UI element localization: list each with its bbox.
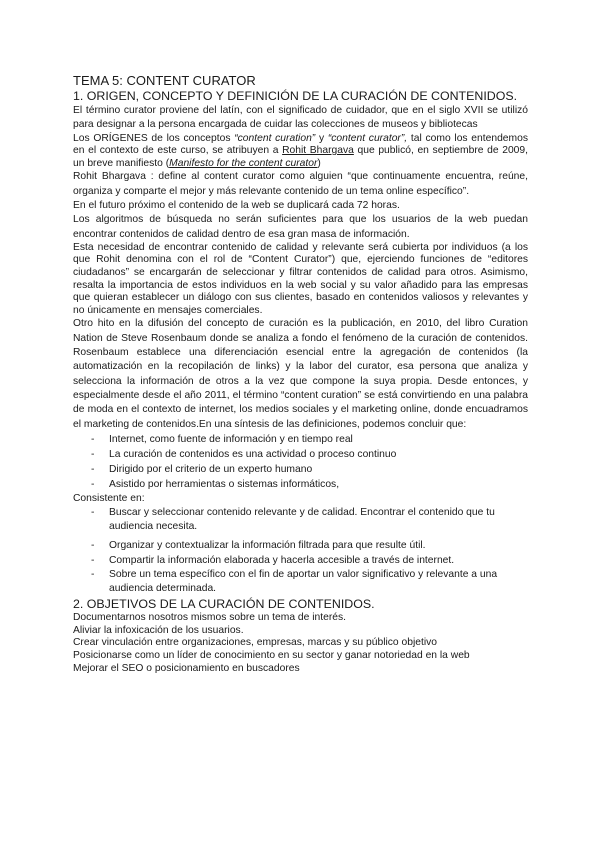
list-item: - Sobre un tema específico con el fin de aportar un valor significativo y relevante a una audiencia determinada. [87,568,528,597]
definition-list [73,432,528,492]
objective-line: Crear vinculación entre organizaciones, empresas, marcas y su público objetivo [73,637,438,649]
consistente-list [73,506,528,596]
paragraph-algorithms: Los algoritmos de búsqueda no serán suficientes para que los usuarios de la web puedan encontrar contenidos de calidad dentro de esa gran masa de información. [73,214,528,240]
link-manifesto[interactable]: Manifesto for the content curator [169,157,318,169]
text-span: que publicó, en septiembre de 2009, un breve manifiesto ( [73,145,528,169]
consistente-label: Consistente en: [73,492,145,504]
objective-line: Documentarnos nosotros mismos sobre un tema de interés. [73,612,346,624]
section-2-heading: 2. OBJETIVOS DE LA CURACIÓN DE CONTENIDOS. [73,597,375,612]
list-item: - Buscar y seleccionar contenido relevante y de calidad. Encontrar el contenido que tu audiencia necesita. [87,506,528,535]
paragraph-curator-origin: El término curator proviene del latín, con el significado de cuidador, que en el siglo XVII se utilizó para designar a la persona encargada de cuidar las colecciones de museos y bibliotecas [73,105,528,131]
italic-term-content-curator: “content curator”, [327,132,408,144]
document-title: TEMA 5: CONTENT CURATOR [73,73,256,88]
list-item: - Organizar y contextualizar la información filtrada para que resulte útil. [87,538,528,553]
paragraph-milestone: Otro hito en la difusión del concepto de curación es la publicación, en 2010, del libro Curation Nation de Steve Rosenbaum donde se analiza a fondo el fenómeno de la curación de contenidos. Rosenbaum establece una diferenciación esencial entre la agregación de contenidos (la automatización en la recopilación de links) y la labor del curator, esa persona que analiza y selecciona la información de otros a la vez que compone la suya propia. Desde entonces, y especialmente desde el año 2011, el término “content curation” se está convirtiendo en una palabra de moda en el contexto de internet, los medios sociales y el marketing online, donde encuadramos el marketing de contenidos.En una síntesis de las definiciones, podemos concluir que: [73,318,528,430]
text-span: Los ORÍGENES de los conceptos [73,132,235,144]
list-item: - Compartir la información elaborada y hacerla accesible a través de internet. [87,553,528,568]
text-span: tal como los entendemos en el contexto de este curso, se atribuyen a [73,132,528,157]
objective-line: Aliviar la infoxicación de los usuarios. [73,624,244,636]
section-1-heading: 1. ORIGEN, CONCEPTO Y DEFINICIÓN DE LA CURACIÓN DE CONTENIDOS. [73,89,518,103]
list-item: - Dirigido por el criterio de un experto humano [87,462,528,477]
document-page [73,73,528,675]
objective-line: Mejorar el SEO o posicionamiento en buscadores [73,662,300,674]
list-item: - Asistido por herramientas o sistemas informáticos, [87,477,528,492]
list-item: - Internet, como fuente de información y en tiempo real [87,432,528,447]
objectives-block [73,612,528,675]
list-item: - La curación de contenidos es una actividad o proceso continuo [87,447,528,462]
italic-term-content-curation: “content curation” [234,132,316,144]
paragraph-origins [73,133,528,171]
paragraph-future: En el futuro próximo el contenido de la web se duplicará cada 72 horas. [73,199,400,211]
link-rohit-bhargava[interactable]: Rohit Bhargava [282,145,354,157]
objective-line: Posicionarse como un líder de conocimiento en su sector y ganar notoriedad en la web [73,650,470,662]
paragraph-definition: Rohit Bhargava : define al content curator como alguien “que continuamente encuentra, reúne, organiza y comparte el mejor y más relevante contenido de un tema online específico”. [73,171,528,197]
paragraph-need: Esta necesidad de encontrar contenido de calidad y relevante será cubierta por individuos (a los que Rohit denomina con el rol de “Content Curator”) que, ejerciendo funciones de “editores ciudadanos” se encargarán de seleccionar y filtrar contenidos de calidad para otros. Asimismo, resalta la importancia de estos individuos en la web social y su valor añadido para las empresas que quieran establecer un diálogo con sus clientes, basado en contenidos valiosos y relevantes y no únicamente en mensajes comerciales. [73,241,528,316]
text-span: ) [317,157,321,169]
text-span: y [315,132,328,144]
